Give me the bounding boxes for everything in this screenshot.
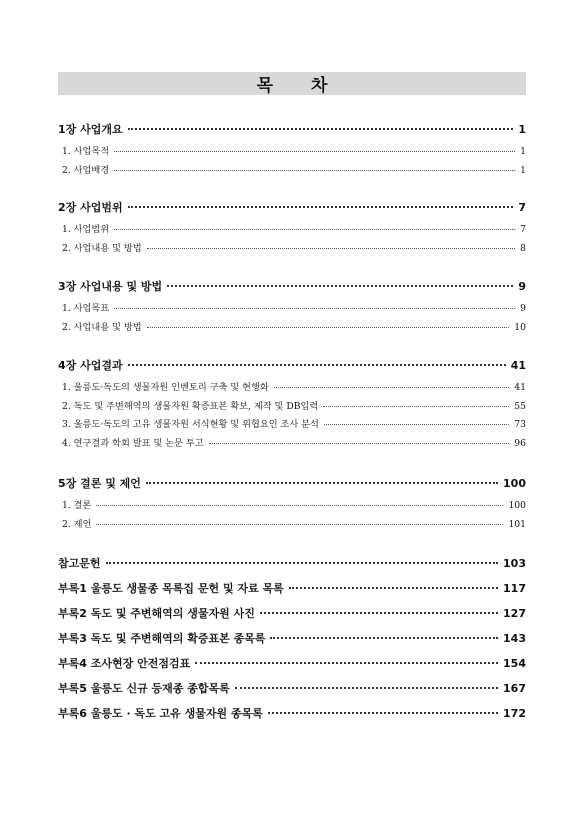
toc-entry-label: 3장 사업내용 및 방법 — [58, 280, 163, 293]
dot-leader — [260, 612, 498, 614]
toc-section-entry[interactable] — [62, 497, 526, 511]
toc-entry-label: 부록6 울릉도 · 독도 고유 생물자원 종목록 — [58, 707, 263, 720]
dot-leader — [106, 562, 499, 564]
toc-section-entry[interactable] — [62, 143, 526, 157]
toc-chapter-entry[interactable] — [58, 121, 526, 137]
toc-appendix-entry[interactable] — [58, 605, 526, 621]
dot-leader — [209, 443, 510, 444]
toc-entry-label: 2장 사업범위 — [58, 201, 123, 214]
toc-page-number: 154 — [503, 657, 526, 670]
toc-section-entry[interactable] — [62, 435, 526, 449]
toc-page-number: 55 — [514, 400, 526, 412]
dot-leader — [96, 524, 503, 525]
dot-leader — [270, 637, 498, 639]
toc-appendix-entry[interactable] — [58, 680, 526, 696]
toc-section-entry[interactable] — [62, 240, 526, 254]
toc-page-number: 8 — [520, 242, 526, 254]
toc-section-entry[interactable] — [62, 416, 526, 430]
toc-page-number: 103 — [503, 557, 526, 570]
toc-page-number: 172 — [503, 707, 526, 720]
dot-leader — [114, 229, 515, 230]
toc-page-number: 101 — [508, 518, 526, 530]
toc-section-entry[interactable] — [62, 221, 526, 235]
toc-page-number: 41 — [510, 359, 526, 372]
toc-page-number: 10 — [514, 321, 526, 333]
toc-page-number: 100 — [508, 500, 526, 511]
dot-leader — [195, 662, 498, 664]
toc-title-bar — [58, 72, 526, 95]
toc-page-number: 117 — [503, 582, 526, 595]
toc-page-number: 1 — [520, 164, 526, 176]
toc-appendix-entry[interactable] — [58, 705, 526, 721]
toc-page-number: 127 — [503, 607, 526, 620]
toc-section-entry[interactable] — [62, 319, 526, 333]
toc-page-number: 1 — [518, 123, 526, 136]
toc-entry-label: 부록4 조사현장 안전점검표 — [58, 657, 191, 670]
toc-entry-label: 3. 울릉도·독도의 고유 생물자원 서식현황 및 위협요인 조사 분석 — [62, 419, 319, 430]
dot-leader — [289, 587, 498, 589]
toc-page-number: 9 — [518, 280, 526, 293]
dot-leader — [268, 712, 498, 714]
toc-section-entry[interactable] — [62, 162, 526, 176]
toc-entry-label: 1. 사업목적 — [62, 146, 110, 157]
toc-page-number: 7 — [520, 224, 526, 235]
dot-leader — [128, 206, 514, 208]
toc-section-entry[interactable] — [62, 379, 526, 393]
toc-entry-label: 2. 사업내용 및 방법 — [62, 321, 142, 333]
toc-page-number: 96 — [514, 437, 526, 449]
toc-page-number: 9 — [520, 303, 526, 314]
toc-chapter-entry[interactable] — [58, 278, 526, 294]
toc-entry-label: 4. 연구결과 학회 발표 및 논문 투고 — [62, 437, 204, 449]
toc-section-entry[interactable] — [62, 516, 526, 530]
toc-entry-label: 1. 사업범위 — [62, 224, 110, 235]
toc-page-number: 73 — [514, 419, 526, 430]
toc-appendix-entry[interactable] — [58, 580, 526, 596]
toc-entry-label: 2. 독도 및 주변해역의 생물자원 확증표본 확보, 제작 및 DB입력 — [62, 400, 319, 412]
dot-leader — [114, 151, 515, 152]
toc-entry-label: 1. 울릉도·독도의 생물자원 인벤토리 구축 및 현행화 — [62, 382, 269, 393]
toc-entry-label: 1. 사업목표 — [62, 303, 110, 314]
toc-entry-label: 참고문헌 — [58, 557, 101, 570]
dot-leader — [96, 505, 503, 506]
toc-page-number: 167 — [503, 682, 526, 695]
toc-page-number: 7 — [518, 201, 526, 214]
dot-leader — [128, 128, 514, 130]
dot-leader — [128, 364, 506, 366]
toc-appendix-entry[interactable] — [58, 630, 526, 646]
toc-entry-label: 1. 결론 — [62, 500, 92, 511]
toc-page-number: 143 — [503, 632, 526, 645]
dot-leader — [114, 170, 515, 171]
toc-chapter-entry[interactable] — [58, 475, 526, 491]
toc-entry-label: 4장 사업결과 — [58, 359, 123, 372]
toc-entry-label: 부록3 독도 및 주변해역의 확증표본 종목록 — [58, 632, 266, 645]
toc-entry-label: 부록5 울릉도 신규 등재종 종합목록 — [58, 682, 230, 695]
dot-leader — [274, 387, 510, 388]
dot-leader — [167, 285, 513, 287]
dot-leader — [147, 327, 510, 328]
toc-entry-label: 2. 사업배경 — [62, 164, 110, 176]
toc-entry-label: 부록2 독도 및 주변해역의 생물자원 사진 — [58, 607, 255, 620]
toc-page-number: 100 — [503, 477, 526, 490]
toc-page-number: 1 — [520, 146, 526, 157]
page-title: 목 차 — [256, 76, 344, 96]
toc-section-entry[interactable] — [62, 398, 526, 412]
dot-leader — [323, 406, 509, 407]
toc-appendix-entry[interactable] — [58, 655, 526, 671]
toc-entry-label: 1장 사업개요 — [58, 123, 123, 136]
toc-section-entry[interactable] — [62, 300, 526, 314]
dot-leader — [147, 248, 515, 249]
dot-leader — [146, 482, 498, 484]
toc-entry-label: 5장 결론 및 제언 — [58, 477, 141, 490]
dot-leader — [114, 308, 515, 309]
dot-leader — [324, 424, 509, 425]
toc-page-number: 41 — [514, 382, 526, 393]
toc-entry-label: 2. 사업내용 및 방법 — [62, 242, 142, 254]
dot-leader — [235, 687, 498, 689]
toc-appendix-entry[interactable] — [58, 555, 526, 571]
toc-chapter-entry[interactable] — [58, 357, 526, 373]
toc-entry-label: 2. 제언 — [62, 518, 92, 530]
toc-entry-label: 부록1 울릉도 생물종 목록집 문헌 및 자료 목록 — [58, 582, 284, 595]
toc-chapter-entry[interactable] — [58, 199, 526, 215]
